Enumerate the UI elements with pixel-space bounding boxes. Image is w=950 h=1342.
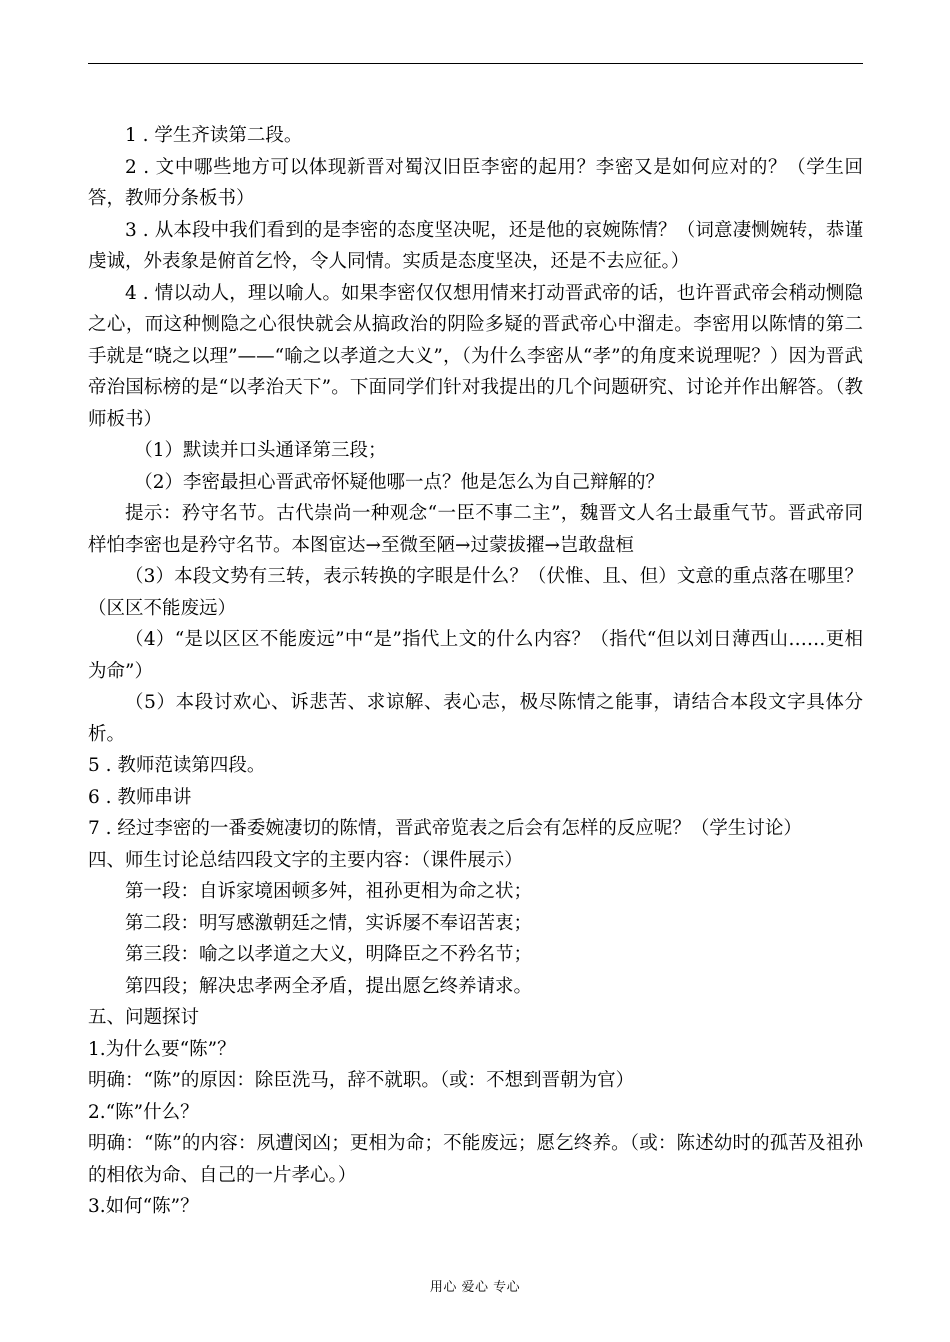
- discussion-a2: 明确：“陈”的内容：夙遭闵凶；更相为命；不能废远；愿乞终养。（或：陈述幼时的孤苦及祖孙的相依为命、自己的一片孝心。）: [88, 1133, 863, 1186]
- summary-para-1: 第一段：自诉家境困顿多舛，祖孙更相为命之状；: [125, 881, 533, 902]
- paragraph-step-6: 6 . 教师串讲: [88, 786, 192, 808]
- summary-para-2: 第二段：明写感激朝廷之情，实诉屡不奉诏苦衷；: [125, 912, 533, 934]
- question-1: （1）默读并口头通译第三段；: [134, 440, 387, 461]
- question-5: （5）本段讨欢心、诉悲苦、求谅解、表心志，极尽陈情之能事，请结合本段文字具体分析。: [88, 692, 863, 745]
- page-footer: 用心 爱心 专心: [429, 1280, 521, 1295]
- section-four-heading: 四、师生讨论总结四段文字的主要内容：（课件展示）: [88, 849, 523, 871]
- paragraph-step-3: 3 . 从本段中我们看到的是李密的态度坚决呢，还是他的哀婉陈情？（词意凄恻婉转，恭谨虔诚，外表象是俯首乞怜，令人同情。实质是态度坚决，还是不去应征。）: [88, 219, 863, 272]
- question-3: （3）本段文势有三转，表示转换的字眼是什么？（伏惟、且、但）文意的重点落在哪里？（区区不能废远）: [88, 566, 863, 619]
- discussion-q3: 3.如何“陈”？: [88, 1196, 199, 1217]
- document-body: [88, 120, 863, 1223]
- discussion-q2: 2.“陈”什么？: [88, 1101, 199, 1123]
- discussion-a1: 明确：“陈”的原因：除臣洗马，辞不就职。（或：不想到晋朝为官）: [88, 1070, 635, 1091]
- question-4: （4）“是以区区不能废远”中“是”指代上文的什么内容？（指代“但以刘日薄西山……更相为命”）: [88, 629, 863, 682]
- paragraph-step-5: 5 . 教师范读第四段。: [88, 755, 266, 776]
- discussion-q1: 1.为什么要“陈”？: [88, 1038, 236, 1060]
- paragraph-step-7: 7 . 经过李密的一番委婉凄切的陈情，晋武帝览表之后会有怎样的反应呢？（学生讨论）: [88, 818, 802, 839]
- hint-paragraph: 提示：矜守名节。古代崇尚一种观念“一臣不事二主”，魏晋文人名士最重气节。晋武帝同样怕李密也是矜守名节。本图宦达→至微至陋→过蒙拔擢→岂敢盘桓: [88, 503, 863, 556]
- header-rule: [88, 63, 863, 64]
- section-five-heading: 五、问题探讨: [88, 1007, 200, 1028]
- paragraph-step-1: 1 . 学生齐读第二段。: [125, 125, 303, 146]
- paragraph-step-2: 2 . 文中哪些地方可以体现新晋对蜀汉旧臣李密的起用？李密又是如何应对的？（学生回答，教师分条板书）: [88, 156, 863, 209]
- summary-para-4: 第四段；解决忠孝两全矛盾，提出愿乞终养请求。: [125, 975, 533, 997]
- paragraph-step-4: 4 . 情以动人，理以喻人。如果李密仅仅想用情来打动晋武帝的话，也许晋武帝会稍动恻隐之心，而这种恻隐之心很快就会从搞政治的阴险多疑的晋武帝心中溜走。李密用以陈情的第二手就是“晓之以理”——“喻之以孝道之大义”，（为什么李密从“孝”的角度来说理呢？）因为晋武帝治国标榜的是“以孝治天下”。下面同学们针对我提出的几个问题研究、讨论并作出解答。（教师板书）: [88, 282, 863, 430]
- question-2: （2）李密最担心晋武帝怀疑他哪一点？他是怎么为自己辩解的？: [134, 471, 665, 493]
- summary-para-3: 第三段：喻之以孝道之大义，明降臣之不矜名节；: [125, 944, 533, 965]
